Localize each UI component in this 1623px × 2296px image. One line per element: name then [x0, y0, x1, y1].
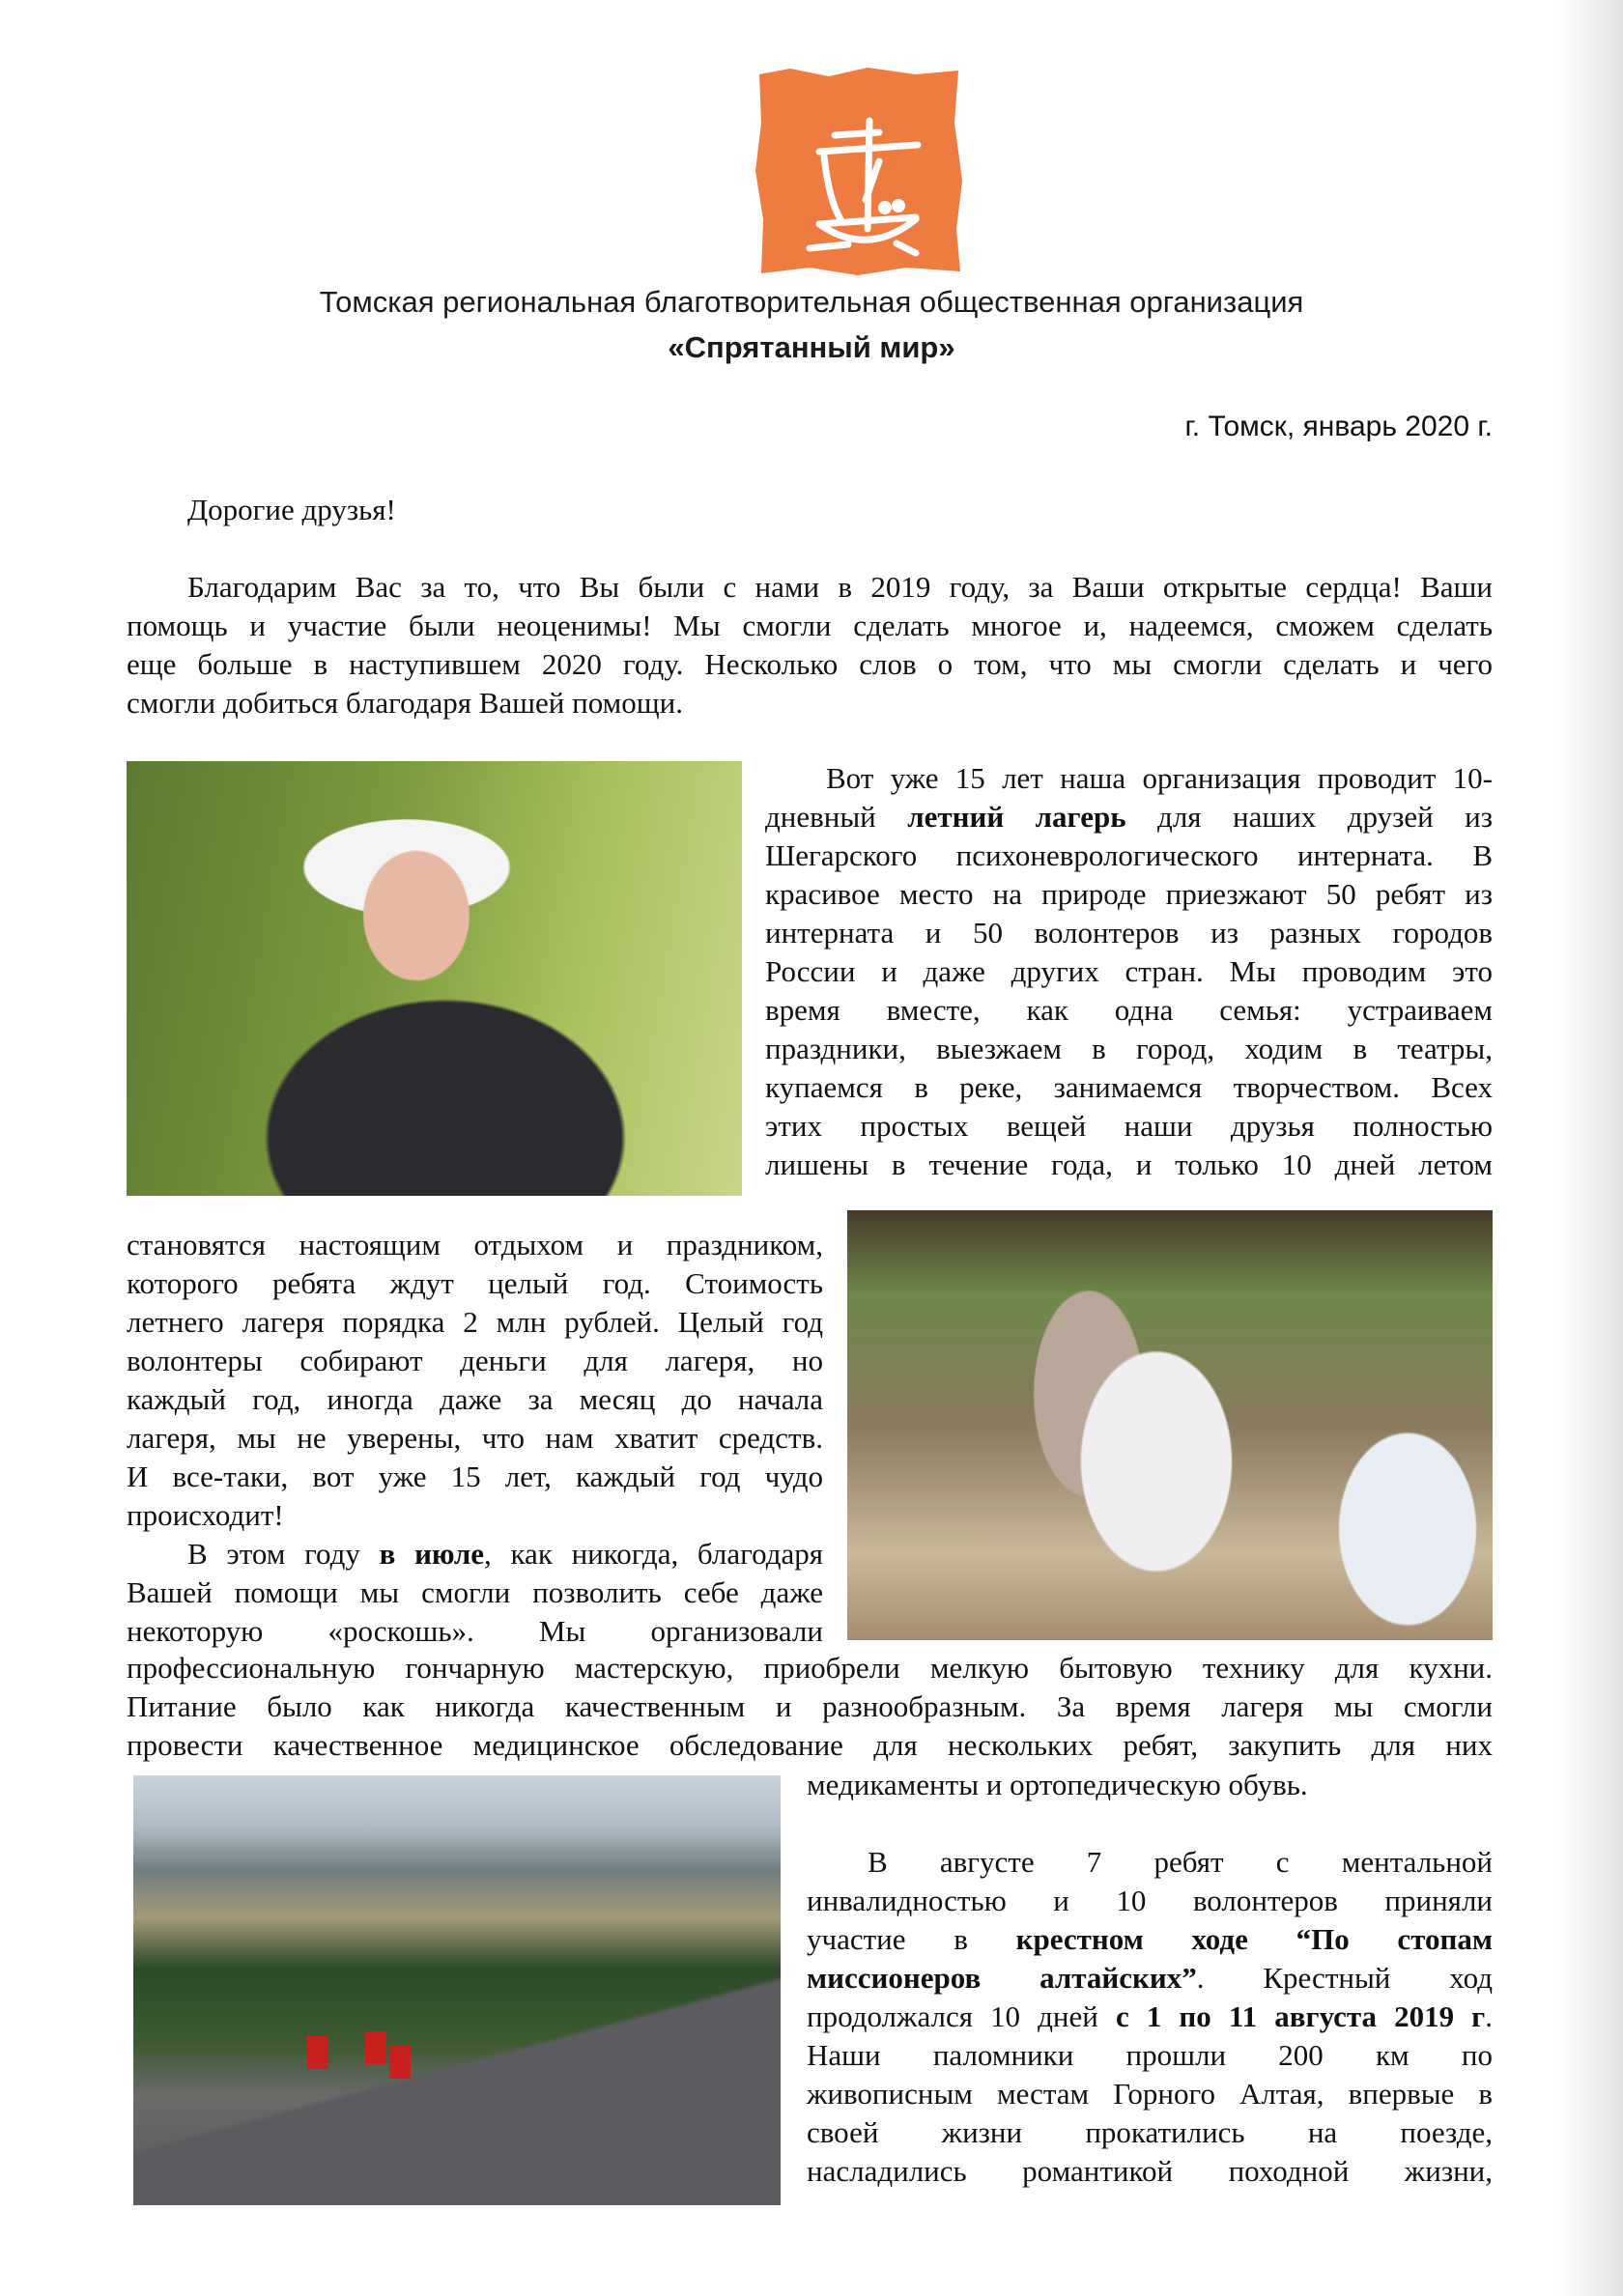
text-segment: становятся настоящим отдыхом и праздником,	[127, 1228, 823, 1261]
text-segment: еще больше в наступившем 2020 году. Несколько слов о том, что мы смогли сделать и чего	[127, 647, 1493, 681]
text-segment: Благодарим Вас за то, что Вы были с нами в 2019 году, за Ваши открытые сердца! Ваши	[187, 570, 1493, 604]
text-segment: этих простых вещей наши друзья полностью	[765, 1109, 1493, 1143]
text-segment: время вместе, как одна семья: устраиваем	[765, 993, 1493, 1027]
text-segment: , как никогда, благодаря	[484, 1537, 823, 1571]
text-segment: лагеря, мы не уверены, что нам хватит средств.	[127, 1421, 823, 1455]
text-line	[127, 1496, 823, 1535]
text-line	[765, 1068, 1493, 1107]
text-segment: дневный	[765, 800, 908, 834]
text-line	[765, 875, 1493, 914]
text-segment: участие в	[807, 1922, 1016, 1956]
text-segment: .	[1485, 1999, 1493, 2033]
text-segment: провести качественное медицинское обследование для нескольких ребят, закупить для них	[127, 1728, 1493, 1762]
text-line	[765, 1030, 1493, 1068]
bold-text: миссионеров алтайских”	[807, 1961, 1197, 1995]
text-line	[127, 568, 1493, 607]
text-line	[127, 1264, 823, 1303]
bold-text: летний лагерь	[907, 800, 1126, 834]
text-line	[765, 1146, 1493, 1184]
text-line	[765, 1107, 1493, 1146]
text-line	[127, 1226, 823, 1264]
text-line	[765, 914, 1493, 952]
text-segment: В этом году	[187, 1537, 380, 1571]
altai-procession-photo	[133, 1775, 781, 2205]
camp-cost-paragraph	[127, 1226, 823, 1651]
text-segment: Вашей помощи мы смогли позволить себе даже	[127, 1575, 823, 1609]
text-line	[765, 759, 1493, 798]
text-segment: для наших друзей из	[1125, 800, 1493, 834]
text-line	[127, 1726, 1493, 1765]
text-line	[127, 607, 1493, 645]
text-segment: происходит!	[127, 1498, 284, 1532]
text-segment: смогли добиться благодаря Вашей помощи.	[127, 686, 683, 720]
text-segment: . Крестный ход	[1196, 1961, 1493, 1995]
organization-logo	[752, 65, 966, 278]
letter-date: г. Томск, январь 2020 г.	[1184, 411, 1493, 442]
text-line	[127, 1687, 1493, 1726]
text-line	[127, 1380, 823, 1419]
text-segment: В августе 7 ребят с ментальной	[868, 1845, 1493, 1879]
text-segment: каждый год, иногда даже за месяц до начала	[127, 1382, 823, 1416]
text-line	[807, 2075, 1493, 2113]
summer-camp-paragraph	[765, 759, 1493, 1184]
text-line	[765, 836, 1493, 875]
text-segment: красивое место на природе приезжают 50 ребят из	[765, 877, 1493, 911]
text-segment: И все-таки, вот уже 15 лет, каждый год чудо	[127, 1460, 823, 1493]
organization-line: Томская региональная благотворительная общественная организация	[319, 285, 1304, 319]
text-segment: которого ребята ждут целый год. Стоимость	[127, 1266, 823, 1300]
camp-july-paragraph	[127, 1649, 1493, 1765]
text-line	[807, 1804, 1493, 1843]
camp-photo-woman-with-flowers	[127, 761, 742, 1196]
pottery-workshop-photo	[847, 1210, 1493, 1640]
text-line	[127, 1303, 823, 1342]
text-line	[127, 1649, 1493, 1687]
text-line	[807, 2152, 1493, 2191]
text-segment: летнего лагеря порядка 2 млн рублей. Целый год	[127, 1305, 823, 1339]
text-line	[765, 952, 1493, 991]
text-line	[807, 1766, 1493, 1804]
text-line	[807, 1920, 1493, 1959]
text-line	[807, 1843, 1493, 1882]
text-segment: Шегарского психоневрологического интерната. В	[765, 838, 1493, 872]
text-line	[807, 2113, 1493, 2152]
text-line	[807, 1882, 1493, 1920]
text-segment: некоторую «роскошь». Мы организовали	[127, 1614, 823, 1648]
text-segment: помощь и участие были неоценимы! Мы смогли сделать многое и, надеемся, сможем сделать	[127, 609, 1493, 642]
bold-text: в июле	[379, 1537, 484, 1571]
text-segment: Вот уже 15 лет наша организация проводит 10-	[826, 761, 1493, 795]
text-segment: своей жизни прокатились на поезде,	[807, 2115, 1493, 2149]
procession-paragraph	[807, 1766, 1493, 2191]
text-line	[807, 1959, 1493, 1998]
text-line	[127, 645, 1493, 684]
text-segment	[807, 1806, 814, 1840]
text-segment: лишены в течение года, и только 10 дней летом	[765, 1148, 1493, 1181]
text-line	[127, 1612, 823, 1651]
text-segment: купаемся в реке, занимаемся творчеством. Всех	[765, 1070, 1493, 1104]
bold-text: с 1 по 11 августа 2019 г	[1115, 1999, 1486, 2033]
text-line	[127, 1419, 823, 1458]
text-line	[127, 1535, 823, 1573]
text-segment: продолжался 10 дней	[807, 1999, 1116, 2033]
text-segment: России и даже других стран. Мы проводим это	[765, 954, 1493, 988]
greeting: Дорогие друзья!	[187, 493, 396, 526]
organization-name: «Спрятанный мир»	[668, 330, 955, 364]
text-segment: медикаменты и ортопедическую обувь.	[807, 1768, 1308, 1801]
text-segment: Питание было как никогда качественным и разнообразным. За время лагеря мы смогли	[127, 1689, 1493, 1723]
text-line	[127, 1458, 823, 1496]
text-line	[127, 684, 1493, 723]
text-line	[807, 2036, 1493, 2075]
text-segment: живописным местам Горного Алтая, впервые в	[807, 2077, 1493, 2111]
text-line	[127, 1342, 823, 1380]
text-line	[765, 991, 1493, 1030]
text-line	[127, 1573, 823, 1612]
text-segment: насладились романтикой походной жизни,	[807, 2154, 1493, 2188]
text-segment: волонтеры собирают деньги для лагеря, но	[127, 1344, 823, 1377]
ship-logo-icon	[752, 65, 966, 278]
text-line	[765, 798, 1493, 836]
bold-text: крестном ходе “По стопам	[1015, 1922, 1493, 1956]
intro-paragraph	[127, 568, 1493, 723]
text-segment: праздники, выезжаем в город, ходим в театры,	[765, 1032, 1493, 1065]
text-segment: Наши паломники прошли 200 км по	[807, 2038, 1493, 2072]
text-line	[807, 1998, 1493, 2036]
text-segment: инвалидностью и 10 волонтеров приняли	[807, 1884, 1493, 1917]
text-segment: профессиональную гончарную мастерскую, приобрели мелкую бытовую технику для кухни.	[127, 1651, 1493, 1685]
text-segment: интерната и 50 волонтеров из разных городов	[765, 916, 1493, 950]
